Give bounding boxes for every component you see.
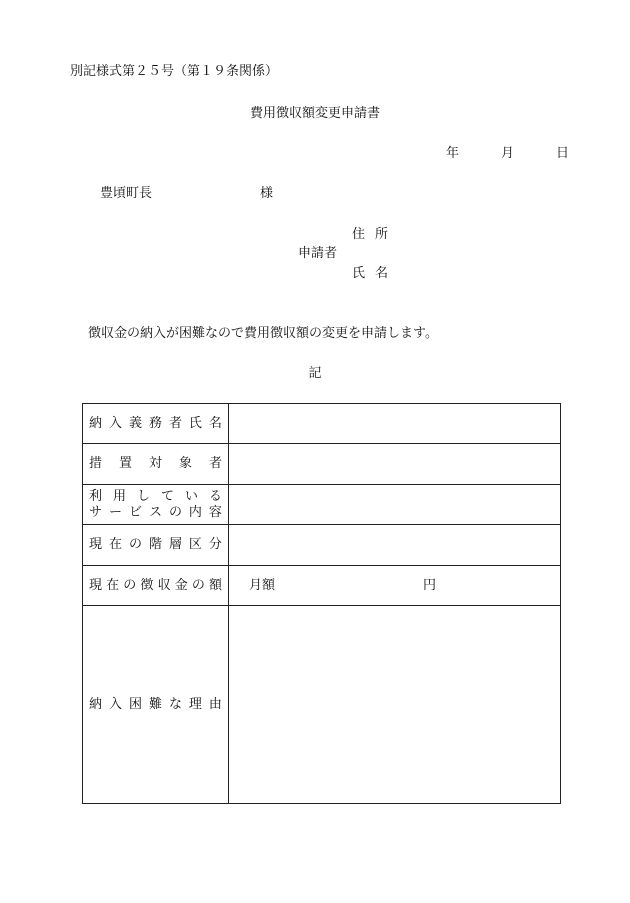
row-label [83, 606, 229, 804]
date-year-label: 年 [446, 146, 460, 161]
payer-name-field[interactable] [229, 404, 561, 444]
table-row [83, 404, 561, 444]
row-label [83, 566, 229, 606]
table-row [83, 444, 561, 485]
reason-field[interactable] [229, 606, 561, 804]
document-title: 費用徴収額変更申請書 [249, 106, 380, 121]
service-label-line2: サ ー ビ ス の 内 容 [89, 504, 222, 520]
address-label: 住所 [352, 227, 399, 242]
date-day-label: 日 [556, 146, 570, 161]
table-row [83, 525, 561, 566]
current-tier-field[interactable] [229, 525, 561, 566]
target-person-label: 措 置 対 象 者 [89, 456, 222, 471]
current-amount-label: 現 在 の 徴 収 金 の 額 [89, 577, 222, 593]
row-label [83, 485, 229, 525]
application-table [82, 403, 561, 804]
target-person-field[interactable] [229, 444, 561, 485]
request-statement: 徴収金の納入が困難なので費用徴収額の変更を申請します。 [88, 326, 438, 341]
service-label-line1: 利 用 し て い る [89, 488, 222, 504]
addressee-honorific: 様 [260, 186, 274, 201]
name-label: 氏名 [352, 266, 399, 281]
table-row [83, 485, 561, 525]
yen-label: 円 [423, 577, 437, 593]
row-label [83, 404, 229, 444]
form-number: 別記様式第２５号（第１９条関係） [70, 64, 279, 79]
date-month-label: 月 [501, 146, 515, 161]
table-row [83, 566, 561, 606]
row-label [83, 525, 229, 566]
payer-name-label: 納 入 義 務 者 氏 名 [89, 415, 222, 431]
reason-label: 納 入 困 難 な 理 由 [89, 696, 222, 712]
table-row [83, 606, 561, 804]
row-label [83, 444, 229, 485]
applicant-label: 申請者 [298, 246, 338, 261]
current-amount-field[interactable] [229, 566, 561, 606]
ki-heading: 記 [308, 366, 322, 381]
monthly-label: 月額 [249, 577, 276, 593]
current-tier-label: 現 在 の 階 層 区 分 [89, 537, 222, 552]
service-content-field[interactable] [229, 485, 561, 525]
addressee-name: 豊頃町長 [100, 186, 153, 201]
